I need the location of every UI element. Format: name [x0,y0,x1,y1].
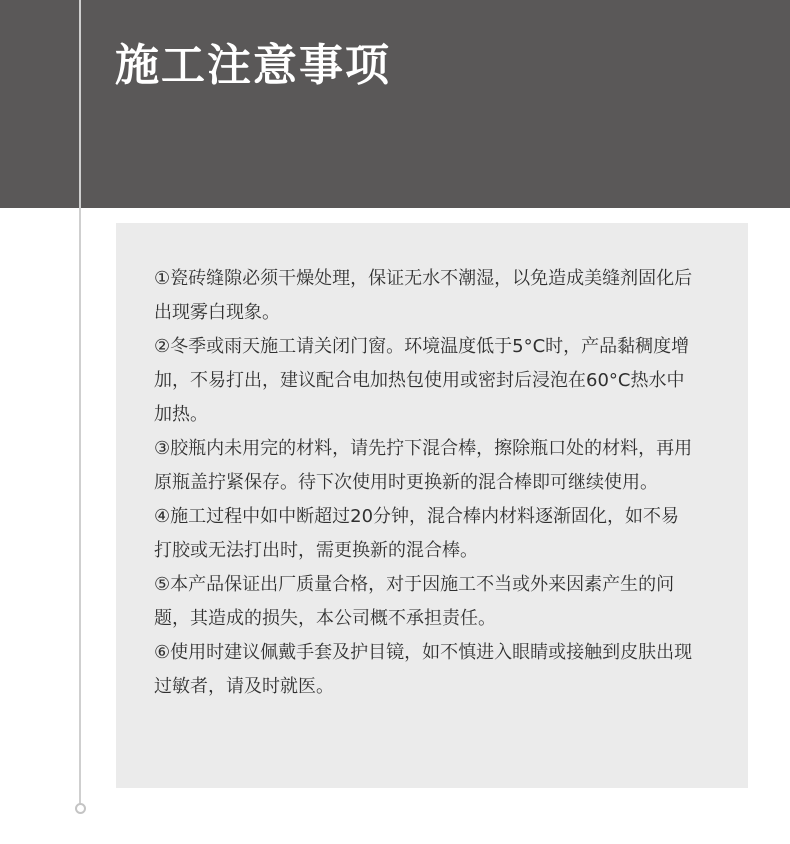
page-title: 施工注意事项 [115,40,391,91]
header-banner [0,0,790,208]
timeline-end-dot [75,803,86,814]
note-item: ②冬季或雨天施工请关闭门窗。环境温度低于5°C时，产品黏稠度增加，不易打出，建议配合电加热包使用或密封后浸泡在60°C热水中加热。 [154,336,690,425]
notes-list [154,262,694,704]
note-item: ⑥使用时建议佩戴手套及护目镜，如不慎进入眼睛或接触到皮肤出现过敏者，请及时就医。 [154,642,693,697]
note-item: ⑤本产品保证出厂质量合格，对于因施工不当或外来因素产生的问题，其造成的损失，本公司概不承担责任。 [154,574,675,629]
notes-panel [116,223,748,788]
note-item: ④施工过程中如中断超过20分钟，混合棒内材料逐渐固化，如不易打胶或无法打出时，需更换新的混合棒。 [154,506,680,561]
timeline-line [79,0,81,804]
note-item: ③胶瓶内未用完的材料，请先拧下混合棒，擦除瓶口处的材料，再用原瓶盖拧紧保存。待下次使用时更换新的混合棒即可继续使用。 [154,438,693,493]
note-item: ①瓷砖缝隙必须干燥处理，保证无水不潮湿，以免造成美缝剂固化后出现雾白现象。 [154,268,693,323]
